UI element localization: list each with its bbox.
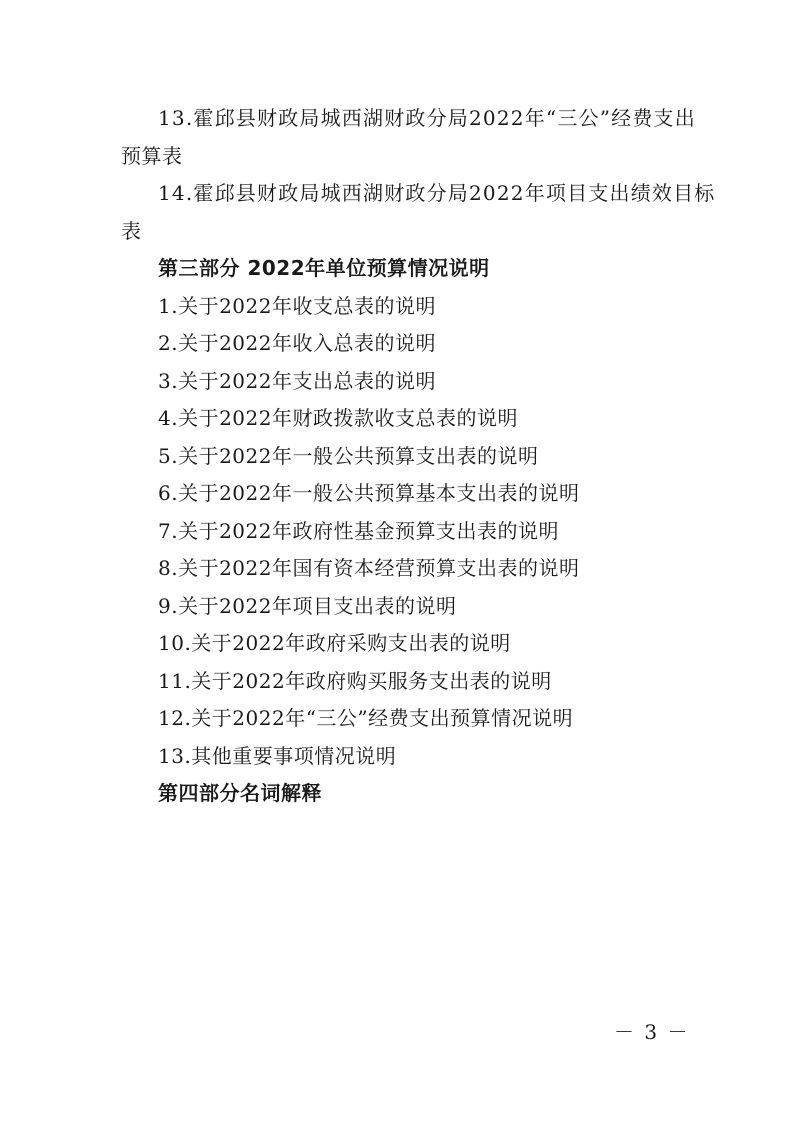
part3-item-1: 1.关于2022年收支总表的说明 xyxy=(158,294,436,318)
part3-item-9: 9.关于2022年项目支出表的说明 xyxy=(158,594,457,618)
part3-item-6: 6.关于2022年一般公共预算基本支出表的说明 xyxy=(158,481,580,505)
part3-item-3: 3.关于2022年支出总表的说明 xyxy=(158,369,436,393)
part3-heading: 第三部分 2022年单位预算情况说明 xyxy=(158,256,490,280)
part3-item-13: 13.其他重要事项情况说明 xyxy=(158,744,397,768)
part3-item-5: 5.关于2022年一般公共预算支出表的说明 xyxy=(158,444,539,468)
part2-item-14-line2: 表 xyxy=(121,219,142,243)
part2-item-13-line1: 13.霍邱县财政局城西湖财政分局2022年“三公”经费支出 xyxy=(158,106,696,130)
part3-item-10: 10.关于2022年政府采购支出表的说明 xyxy=(158,631,511,655)
part3-item-7: 7.关于2022年政府性基金预算支出表的说明 xyxy=(158,519,559,543)
part3-item-11: 11.关于2022年政府购买服务支出表的说明 xyxy=(158,669,552,693)
page-number: － 3 － xyxy=(614,1020,690,1044)
part3-item-8: 8.关于2022年国有资本经营预算支出表的说明 xyxy=(158,556,580,580)
part3-item-2: 2.关于2022年收入总表的说明 xyxy=(158,331,436,355)
part2-item-13-line2: 预算表 xyxy=(121,144,183,168)
part4-heading: 第四部分名词解释 xyxy=(158,781,322,805)
part3-item-4: 4.关于2022年财政拨款收支总表的说明 xyxy=(158,406,518,430)
part3-item-12: 12.关于2022年“三公”经费支出预算情况说明 xyxy=(158,706,574,730)
part2-item-14-line1: 14.霍邱县财政局城西湖财政分局2022年项目支出绩效目标 xyxy=(158,181,716,205)
